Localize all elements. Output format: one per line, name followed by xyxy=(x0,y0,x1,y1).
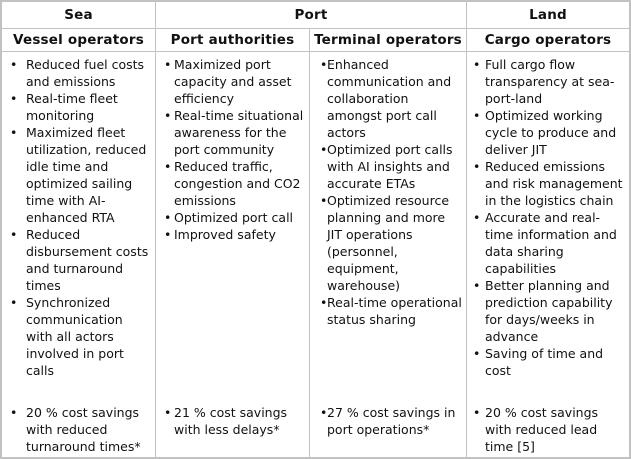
bullet-icon: • xyxy=(164,57,172,72)
bullet-icon: • xyxy=(320,142,328,157)
benefit-item xyxy=(164,209,306,226)
benefit-text: Real-time fleet monitoring xyxy=(26,91,118,123)
bullet-icon: • xyxy=(320,57,328,72)
benefit-item xyxy=(164,158,306,209)
benefit-text: Maximized port capacity and asset efficiency xyxy=(174,57,292,106)
benefit-item xyxy=(164,107,306,158)
group-header-port xyxy=(156,2,467,29)
savings-item xyxy=(10,404,152,455)
benefit-item xyxy=(473,158,626,209)
benefit-item xyxy=(10,124,152,226)
benefits-list-cargo-operators xyxy=(467,52,629,400)
column-header-cargo-operators xyxy=(467,29,629,52)
bullet-icon: • xyxy=(473,278,481,293)
savings-vessel-operators xyxy=(2,400,156,457)
savings-item xyxy=(164,404,306,438)
bullet-icon: • xyxy=(10,57,18,72)
group-header-land xyxy=(467,2,629,29)
savings-terminal-operators xyxy=(310,400,467,457)
savings-text: 21 % cost savings with less delays* xyxy=(174,405,288,437)
benefits-list-vessel-operators xyxy=(2,52,156,400)
benefits-list-terminal-operators xyxy=(310,52,467,400)
column-header-label: Vessel operators xyxy=(13,32,144,48)
benefit-text: Reduced emissions and risk management in the logistics chain xyxy=(485,159,623,208)
benefit-text: Reduced traffic, congestion and CO2 emissions xyxy=(174,159,301,208)
benefit-item xyxy=(320,141,463,192)
benefit-item xyxy=(10,294,152,379)
benefit-text: Optimized port calls with AI insights and accurate ETAs xyxy=(327,142,453,191)
benefit-item xyxy=(164,226,306,243)
savings-item xyxy=(473,404,626,455)
benefit-text: Reduced disbursement costs and turnaround times xyxy=(26,227,149,293)
column-header-terminal-operators xyxy=(310,29,467,52)
benefit-item xyxy=(164,56,306,107)
benefit-item xyxy=(10,56,152,90)
benefit-item xyxy=(473,107,626,158)
bullet-icon: • xyxy=(320,405,328,420)
benefit-text: Reduced fuel costs and emissions xyxy=(26,57,145,89)
benefit-text: Optimized working cycle to produce and deliver JIT xyxy=(485,108,617,157)
bullet-icon: • xyxy=(473,210,481,225)
bullet-icon: • xyxy=(10,125,18,140)
benefit-text: Real-time operational status sharing xyxy=(327,295,462,327)
column-header-label: Port authorities xyxy=(170,32,295,48)
benefit-text: Full cargo flow transparency at sea-port-land xyxy=(485,57,615,106)
benefit-text: Saving of time and cost xyxy=(485,346,604,378)
benefit-item xyxy=(473,209,626,277)
savings-text: 27 % cost savings in port operations* xyxy=(327,405,456,437)
benefit-text: Enhanced communication and collaboration amongst port call actors xyxy=(327,57,452,140)
benefit-item xyxy=(320,56,463,141)
bullet-icon: • xyxy=(473,108,481,123)
group-header-land-label: Land xyxy=(529,7,567,23)
group-header-sea xyxy=(2,2,156,29)
column-header-label: Cargo operators xyxy=(484,32,612,48)
benefit-item xyxy=(320,192,463,294)
benefit-text: Maximized fleet utilization, reduced idle time and optimized sailing time with AI-enhanced RTA xyxy=(26,125,147,225)
benefit-item xyxy=(473,56,626,107)
column-header-label: Terminal operators xyxy=(314,32,462,48)
bullet-icon: • xyxy=(164,405,172,420)
benefit-text: Optimized resource planning and more JIT operations (personnel, equipment, warehouse) xyxy=(327,193,450,293)
benefit-item xyxy=(473,345,626,379)
benefit-text: Optimized port call xyxy=(174,210,294,225)
benefit-item xyxy=(10,226,152,294)
savings-text: 20 % cost savings with reduced lead time [5] xyxy=(485,405,599,454)
benefit-text: Real-time situational awareness for the port community xyxy=(174,108,304,157)
benefit-text: Synchronized communication with all actors involved in port calls xyxy=(26,295,124,378)
savings-port-authorities xyxy=(156,400,310,457)
savings-item xyxy=(320,404,463,438)
column-header-vessel-operators xyxy=(2,29,156,52)
bullet-icon: • xyxy=(473,405,481,420)
bullet-icon: • xyxy=(10,227,18,242)
bullet-icon: • xyxy=(10,91,18,106)
benefit-text: Accurate and real-time information and data sharing capabilities xyxy=(485,210,617,276)
bullet-icon: • xyxy=(473,159,481,174)
bullet-icon: • xyxy=(10,405,18,420)
benefit-item xyxy=(473,277,626,345)
savings-cargo-operators xyxy=(467,400,629,457)
benefits-list-port-authorities xyxy=(156,52,310,400)
bullet-icon: • xyxy=(164,227,172,242)
bullet-icon: • xyxy=(10,295,18,310)
bullet-icon: • xyxy=(320,295,328,310)
bullet-icon: • xyxy=(473,57,481,72)
benefit-item xyxy=(10,90,152,124)
benefit-text: Improved safety xyxy=(174,227,276,242)
bullet-icon: • xyxy=(164,108,172,123)
column-header-port-authorities xyxy=(156,29,310,52)
group-header-port-label: Port xyxy=(294,7,328,23)
bullet-icon: • xyxy=(164,210,172,225)
bullet-icon: • xyxy=(164,159,172,174)
bullet-icon: • xyxy=(473,346,481,361)
benefit-text: Better planning and prediction capability for days/weeks in advance xyxy=(485,278,613,344)
benefit-item xyxy=(320,294,463,328)
group-header-sea-label: Sea xyxy=(64,7,93,23)
savings-text: 20 % cost savings with reduced turnaround times* xyxy=(26,405,141,454)
bullet-icon: • xyxy=(320,193,328,208)
